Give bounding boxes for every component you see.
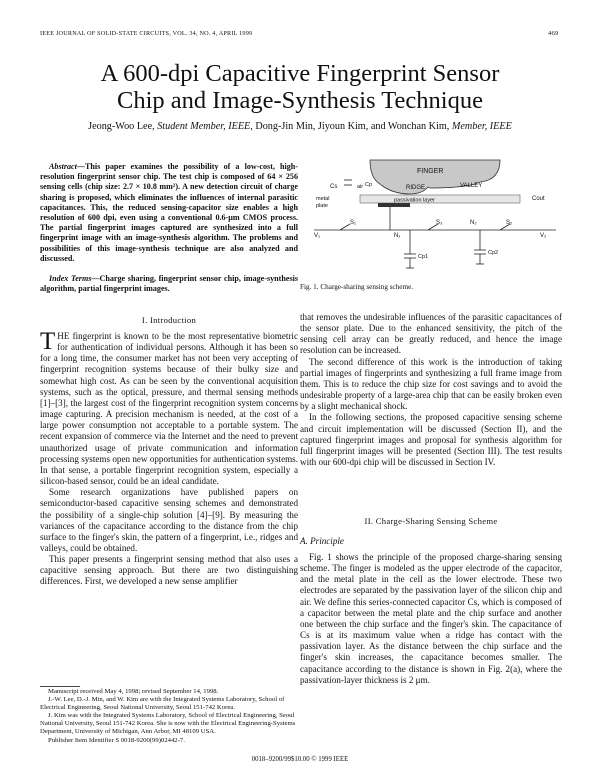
footnotes xyxy=(40,688,298,745)
intro-paragraph-3: This paper presents a fingerprint sensing method that also uses a capacitive sensing approach. But there are two distinguishing differences. First, we developed a new sense amplifier xyxy=(40,554,298,587)
section-heading-introduction: I. Introduction xyxy=(141,315,197,325)
cp2-label: Cp2 xyxy=(488,250,499,256)
author-1-membership: Student Member, IEEE, xyxy=(157,121,253,132)
s2-label: S₂ xyxy=(506,220,513,226)
principle-paragraph: Fig. 1 shows the principle of the proposed charge-sharing sensing scheme. The finger is modeled as the upper electrode of the capacitor, and the metal plate in the cell as the lower electrode. These two electrodes are separated by the passivation layer of the silicon chip and air. We define this series-connected capacitor Cs, which is composed of a capacitor between the metal plate and the chip surface and another one between the chip surface and the finger's skin. The capacitance of Cs is at its maximum value when a ridge has contact with the passivation layer. As the distance between the chip surface and the finger's skin increases, the capacitance becomes smaller. The capacitance according to the distance is shown in Fig. 2(a), where the passivation-layer thickness is 2 μm. xyxy=(300,552,562,685)
index-terms xyxy=(40,274,298,294)
drop-cap: T xyxy=(40,328,56,355)
metal-label: metal xyxy=(316,196,330,202)
footnote-affiliation-1: J.-W. Lee, D.-J. Min, and W. Kim are with the Integrated Systems Laboratory, School of Electrical Engineering, Seoul National University, Seoul 151-742 Korea. xyxy=(40,696,285,712)
figure-caption: Fig. 1. Charge-sharing sensing scheme. xyxy=(300,283,414,291)
copyright-footer: 0018–9200/99$10.00 © 1999 IEEE xyxy=(251,756,349,763)
abstract xyxy=(40,162,298,264)
paper-title-line-1: A 600-dpi Capacitive Fingerprint Sensor xyxy=(100,60,500,87)
abstract-label: Abstract— xyxy=(49,162,85,171)
passivation-label: passivation layer xyxy=(394,197,435,204)
right-paragraph-2: The second difference of this work is the introduction of taking partial images of fingerprints and synthesizing a full frame image from them. This is to reduce the chip size for cost savings and to avoid the undesirable property of a large-area chip that can be easily broken even by a slight mechanical shock. xyxy=(300,356,562,412)
author-1: Jeong-Woo Lee, xyxy=(88,121,155,132)
ridge-label: RIDGE xyxy=(406,185,426,191)
plate-label: plate xyxy=(316,203,328,209)
cout-label: Cout xyxy=(532,196,545,202)
footnote-affiliation-2: J. Kim was with the Integrated Systems Laboratory, School of Electrical Engineering, Seoul National University, Seoul 151-742 Korea. She is now with the Electrical Engineering-Systems Department, University of Michigan, Ann Arbor, MI 48109 USA. xyxy=(40,712,296,736)
s1-label: S₁ xyxy=(350,220,357,226)
author-membership: Member, IEEE xyxy=(451,121,512,132)
v1-label: V₁ xyxy=(314,233,321,239)
footnote-rule xyxy=(40,686,80,687)
right-paragraph-3: In the following sections, the proposed capacitive sensing scheme and circuit implementation will be discussed (Section II), and the captured fingerprint images and proposal for synthesis algorithm for full fingerprint images will be presented (Section III). The test results with our 600-dpi chip will be discussed in Section IV. xyxy=(300,412,562,468)
metal-plate xyxy=(378,203,410,207)
principle-body xyxy=(300,552,562,686)
cp1-label: Cp1 xyxy=(418,254,429,260)
other-authors: Dong-Jin Min, Jiyoun Kim, and Wonchan Kim, xyxy=(255,121,450,132)
finger-label: FINGER xyxy=(417,168,444,175)
passivation-layer xyxy=(360,195,520,203)
subsection-heading-principle: A. Principle xyxy=(300,536,344,546)
air-label: air xyxy=(357,184,364,190)
right-paragraph-1: that removes the undesirable influences of the parasitic capacitances of the sensor plate. Due to the enhanced sensitivity, the pitch of the sensing cell array can be greatly reduced, and hence the image resolution can be increased. xyxy=(300,312,562,356)
page-number: 469 xyxy=(548,30,559,37)
intro-body xyxy=(40,328,298,588)
index-terms-text: —Charge sharing, fingerprint sensor chip, image-synthesis algorithm, partial fingerprint images. xyxy=(40,274,298,294)
footnote-received: Manuscript received May 4, 1998; revised September 14, 1998. xyxy=(48,688,219,695)
author-line xyxy=(0,121,600,132)
abstract-text: This paper examines the possibility of a low-cost, high-resolution fingerprint sensor chip. The test chip is composed of 64 × 256 sensing cells (chip size: 2.7 × 10.8 mm²). A new detection circuit of charge sharing is proposed, which eliminates the influences of internal parasitic capacitances. This, the reduced sensing-capacitor size enables a high resolution of 600 dpi, even using a conventional 0.6-μm CMOS process. The partial fingerprint images captured are synthesized into a full fingerprint image with an image-synthesis algorithm. The problems and possibilities of this image-synthesis technique are also analyzed and discussed. xyxy=(40,162,298,263)
footnote-publisher-id: Publisher Item Identifier S 0018-9200(99)02442-7. xyxy=(48,736,185,744)
valley-label: VALLEY xyxy=(460,183,483,189)
running-header: IEEE JOURNAL OF SOLID-STATE CIRCUITS, VOL. 34, NO. 4, APRIL 1999 xyxy=(40,30,253,37)
intro-paragraph-2: Some research organizations have published papers on semiconductor-based capacitive sensing schemes and demonstrated the possibility of a single-chip solution [4]–[9]. By measuring the variances of the capacitance according to the distance from the chip surface to the finger's skin, the pattern of a fingerprint, i.e., ridges and valleys, could be obtained. xyxy=(40,487,298,553)
paper-title-line-2: Chip and Image-Synthesis Technique xyxy=(117,87,483,114)
index-terms-label: Index Terms xyxy=(49,274,92,283)
n2-label: N₂ xyxy=(470,220,477,226)
cp-label: Cp xyxy=(365,182,373,188)
s3-label: S₃ xyxy=(436,220,443,226)
intro-paragraph-1: HE fingerprint is known to be the most representative biometric for authentication of individual persons. Although it has been so for a long time, the consumer market has not been very accepting of fingerprint recognition systems because of their bulky size and somewhat high cost. As can be seen by the conventional acquisition systems, such as the optical, pressure, and thermal sensing methods [1]–[3], the largest cost of the fingerprint recognition system concerns image capturing. A precision mechanism is needed, at the cost of a large power consumption not acceptable to a portable system. The recent expansion of commerce via the Internet and the need to prevent unauthorized usage of private communication and information processing systems open new opportunities for authentication systems. In that sense, a portable fingerprint recognition system, especially a silicon-based sensor, could be an ideal candidate. xyxy=(40,331,298,487)
right-column-body xyxy=(300,312,562,468)
n1-label: N₁ xyxy=(394,233,401,239)
v2-label: V₂ xyxy=(540,233,547,239)
switch-s1 xyxy=(340,224,350,230)
charge-sharing-figure xyxy=(310,158,560,278)
section-heading-charge-sharing: II. Charge-Sharing Sensing Scheme xyxy=(364,516,498,526)
cs-label: Cs xyxy=(330,184,338,190)
